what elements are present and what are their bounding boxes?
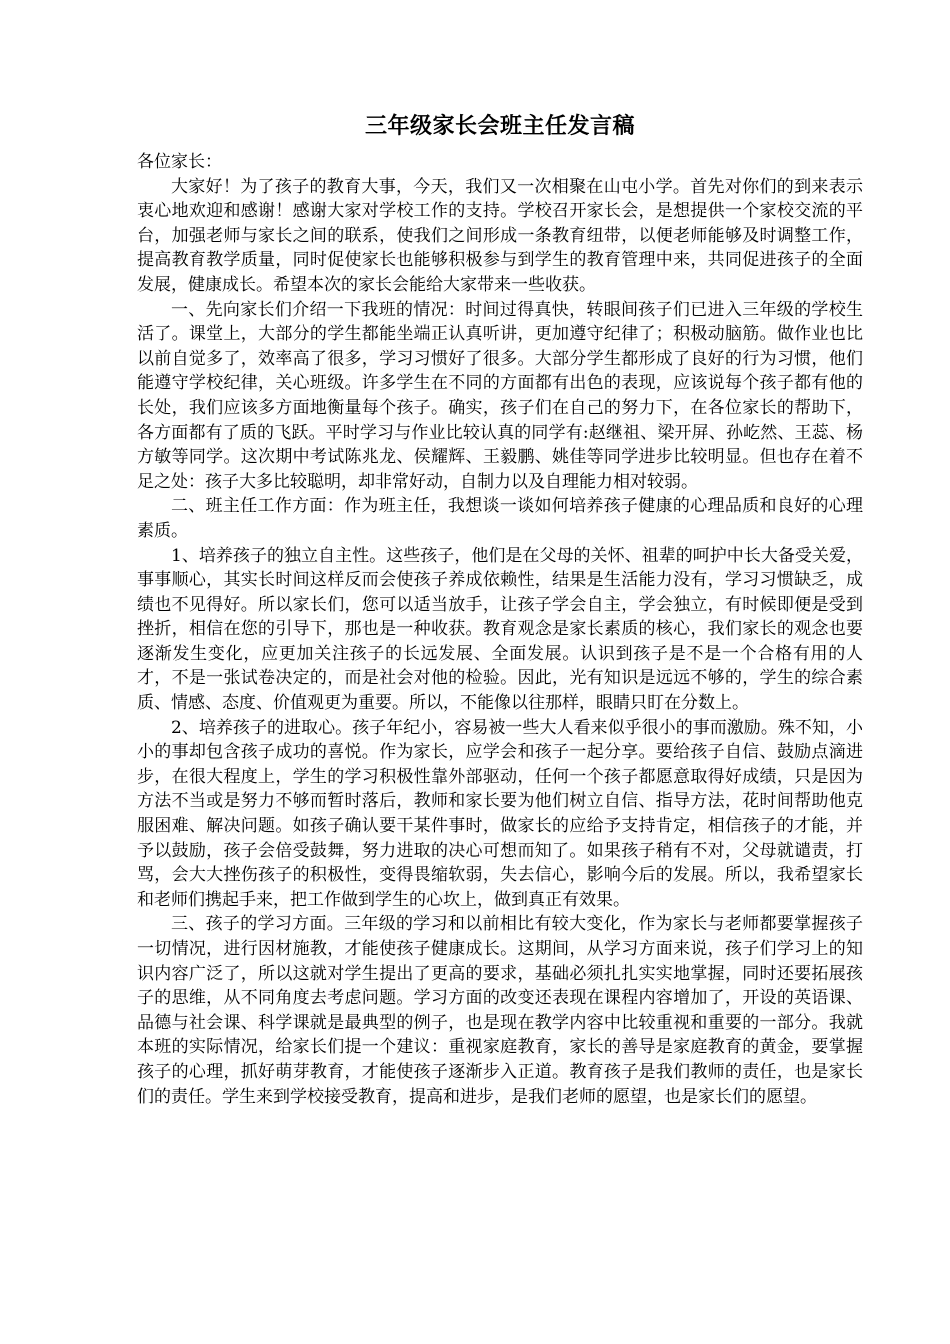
document-page	[137, 108, 863, 1109]
paragraph-class-situation: 一、先向家长们介绍一下我班的情况：时间过得真快，转眼间孩子们已进入三年级的学校生活了。课堂上，大部分的学生都能坐端正认真听讲，更加遵守纪律了；积极动脑筋。做作业也比以前自觉多了，效率高了很多，学习习惯好了很多。大部分学生都形成了良好的行为习惯，他们能遵守学校纪律，关心班级。许多学生在不同的方面都有出色的表现，应该说每个孩子都有他的长处，我们应该多方面地衡量每个孩子。确实，孩子们在自己的努力下，在各位家长的帮助下，各方面都有了质的飞跃。平时学习与作业比较认真的同学有:赵继祖、梁开屏、孙屹然、王蕊、杨方敏等同学。这次期中考试陈兆龙、侯耀辉、王毅鹏、姚佳等同学进步比较明显。但也存在着不足之处：孩子大多比较聪明，却非常好动，自制力以及自理能力相对较弱。	[137, 299, 863, 492]
salutation: 各位家长：	[137, 152, 222, 172]
document-title: 三年级家长会班主任发言稿	[364, 113, 635, 139]
paragraph-ambition: 2、培养孩子的进取心。孩子年纪小，容易被一些大人看来似乎很小的事而激励。殊不知，小小的事却包含孩子成功的喜悦。作为家长，应学会和孩子一起分享。要给孩子自信、鼓励点滴进步，在很大程度上，学生的学习积极性靠外部驱动，任何一个孩子都愿意取得好成绩，只是因为方法不当或是努力不够而暂时落后，教师和家长要为他们树立自信、指导方法，花时间帮助他克服困难、解决问题。如孩子确认要干某件事时，做家长的应给予支持肯定，相信孩子的才能，并予以鼓励，孩子会倍受鼓舞，努力进取的决心可想而知了。如果孩子稍有不对，父母就谴责，打骂，会大大挫伤孩子的积极性，变得畏缩软弱，失去信心，影响今后的发展。所以，我希望家长和老师们携起手来，把工作做到学生的心坎上，做到真正有效果。	[137, 717, 863, 910]
paragraph-intro: 大家好！为了孩子的教育大事，今天，我们又一次相聚在山屯小学。首先对你们的到来表示衷心地欢迎和感谢！感谢大家对学校工作的支持。学校召开家长会，是想提供一个家校交流的平台，加强老师与家长之间的联系，使我们之间形成一条教育纽带，以便老师能够及时调整工作，提高教育教学质量，同时促使家长也能够积极参与到学生的教育管理中来，共同促进孩子的全面发展，健康成长。希望本次的家长会能给大家带来一些收获。	[137, 176, 863, 295]
paragraph-independence: 1、培养孩子的独立自主性。这些孩子，他们是在父母的关怀、祖辈的呵护中长大备受关爱，事事顺心，其实长时间这样反而会使孩子养成依赖性，结果是生活能力没有，学习习惯缺乏，成绩也不见得好。所以家长们，您可以适当放手，让孩子学会自主，学会独立，有时候即便是受到挫折，相信在您的引导下，那也是一种收获。教育观念是家长素质的核心，我们家长的观念也要逐渐发生变化，应更加关注孩子的长远发展、全面发展。认识到孩子是不是一个合格有用的人才，不是一张试卷决定的，而是社会对他的检验。因此，光有知识是远远不够的，学生的综合素质、情感、态度、价值观更为重要。所以，不能像以往那样，眼睛只盯在分数上。	[137, 545, 863, 714]
paragraph-study: 三、孩子的学习方面。三年级的学习和以前相比有较大变化，作为家长与老师都要掌握孩子一切情况，进行因材施教，才能使孩子健康成长。这期间，从学习方面来说，孩子们学习上的知识内容广泛了，所以这就对学生提出了更高的要求，基础必须扎扎实实地掌握，同时还要拓展孩子的思维，从不同角度去考虑问题。学习方面的改变还表现在课程内容增加了，开设的英语课、品德与社会课、科学课就是最典型的例子，也是现在教学内容中比较重视和重要的一部分。我就本班的实际情况，给家长们提一个建议：重视家庭教育，家长的善导是家庭教育的黄金，要掌握孩子的心理，抓好萌芽教育，才能使孩子逐渐步入正道。教育孩子是我们教师的责任，也是家长们的责任。学生来到学校接受教育，提高和进步，是我们老师的愿望，也是家长们的愿望。	[137, 914, 863, 1107]
paragraph-teacher-work: 二、班主任工作方面：作为班主任，我想谈一谈如何培养孩子健康的心理品质和良好的心理素质。	[137, 496, 863, 541]
